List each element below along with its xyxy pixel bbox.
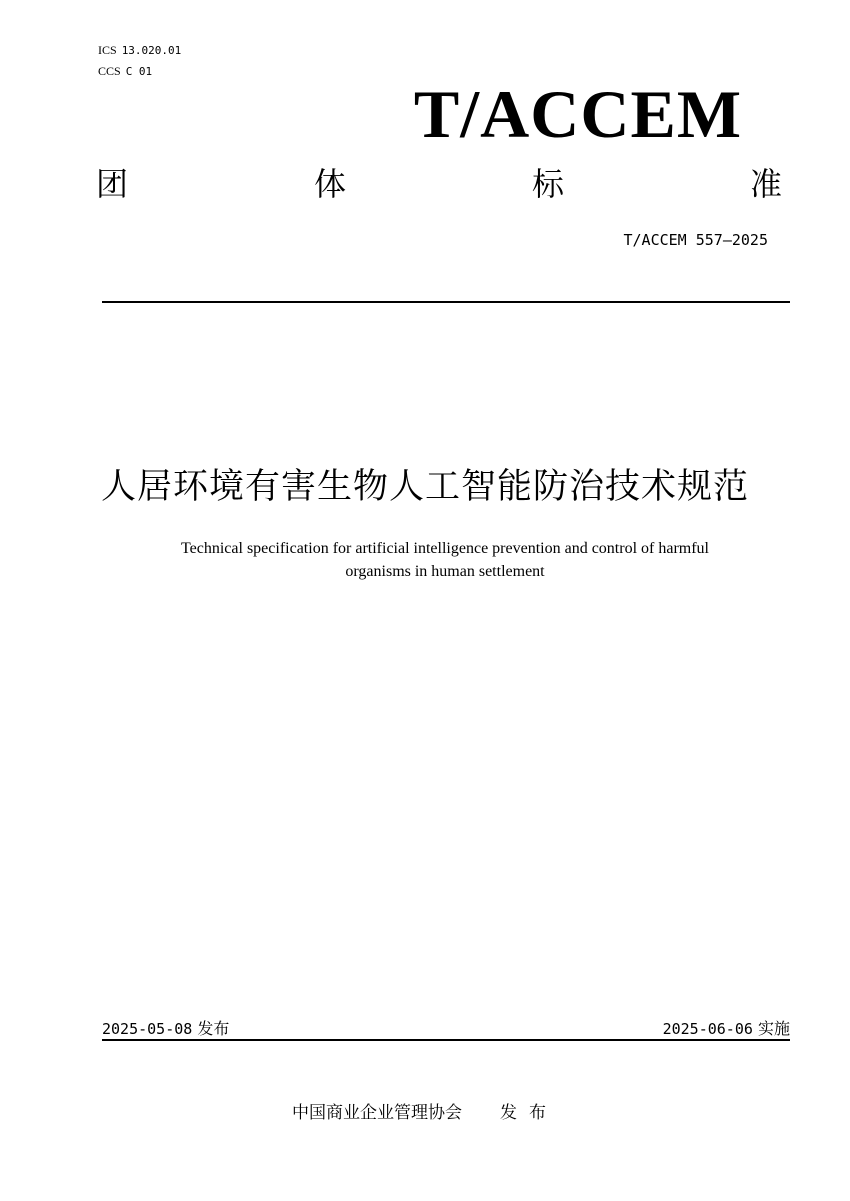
issue-label: 发布 — [197, 1019, 230, 1038]
doc-type-char-1: 团 — [96, 165, 129, 203]
title-english-line-1: Technical specification for artificial intelligence prevention and control of harmful — [181, 540, 709, 557]
issue-date: 2025-05-08 — [102, 1020, 193, 1038]
classification-codes — [98, 40, 181, 82]
publisher-org: 中国商业企业管理协会 — [292, 1103, 462, 1123]
ics-value: 13.020.01 — [121, 44, 182, 57]
ics-row — [98, 40, 181, 61]
document-type — [96, 160, 782, 204]
title-english-line-2: organisms in human settlement — [345, 563, 545, 580]
implement-date: 2025-06-06 — [662, 1020, 753, 1038]
standard-number: T/ACCEM 557—2025 — [623, 231, 768, 249]
title-chinese: 人居环境有害生物人工智能防治技术规范 — [100, 467, 749, 507]
publisher — [0, 1098, 850, 1123]
ccs-row — [98, 61, 181, 82]
top-divider — [102, 301, 790, 303]
brand-logo-text: T/ACCEM — [413, 76, 742, 152]
ccs-label: CCS — [98, 64, 121, 78]
implement-label: 实施 — [757, 1019, 790, 1038]
ccs-value: C 01 — [125, 65, 153, 78]
publisher-action: 发布 — [500, 1103, 558, 1123]
doc-type-char-4: 准 — [749, 165, 782, 203]
doc-type-char-3: 标 — [531, 165, 564, 203]
bottom-divider — [102, 1039, 790, 1041]
implement-date-block — [663, 1016, 790, 1039]
doc-type-char-2: 体 — [313, 165, 346, 203]
issue-date-block — [102, 1016, 229, 1039]
ics-label: ICS — [98, 43, 117, 57]
title-english — [100, 537, 790, 583]
